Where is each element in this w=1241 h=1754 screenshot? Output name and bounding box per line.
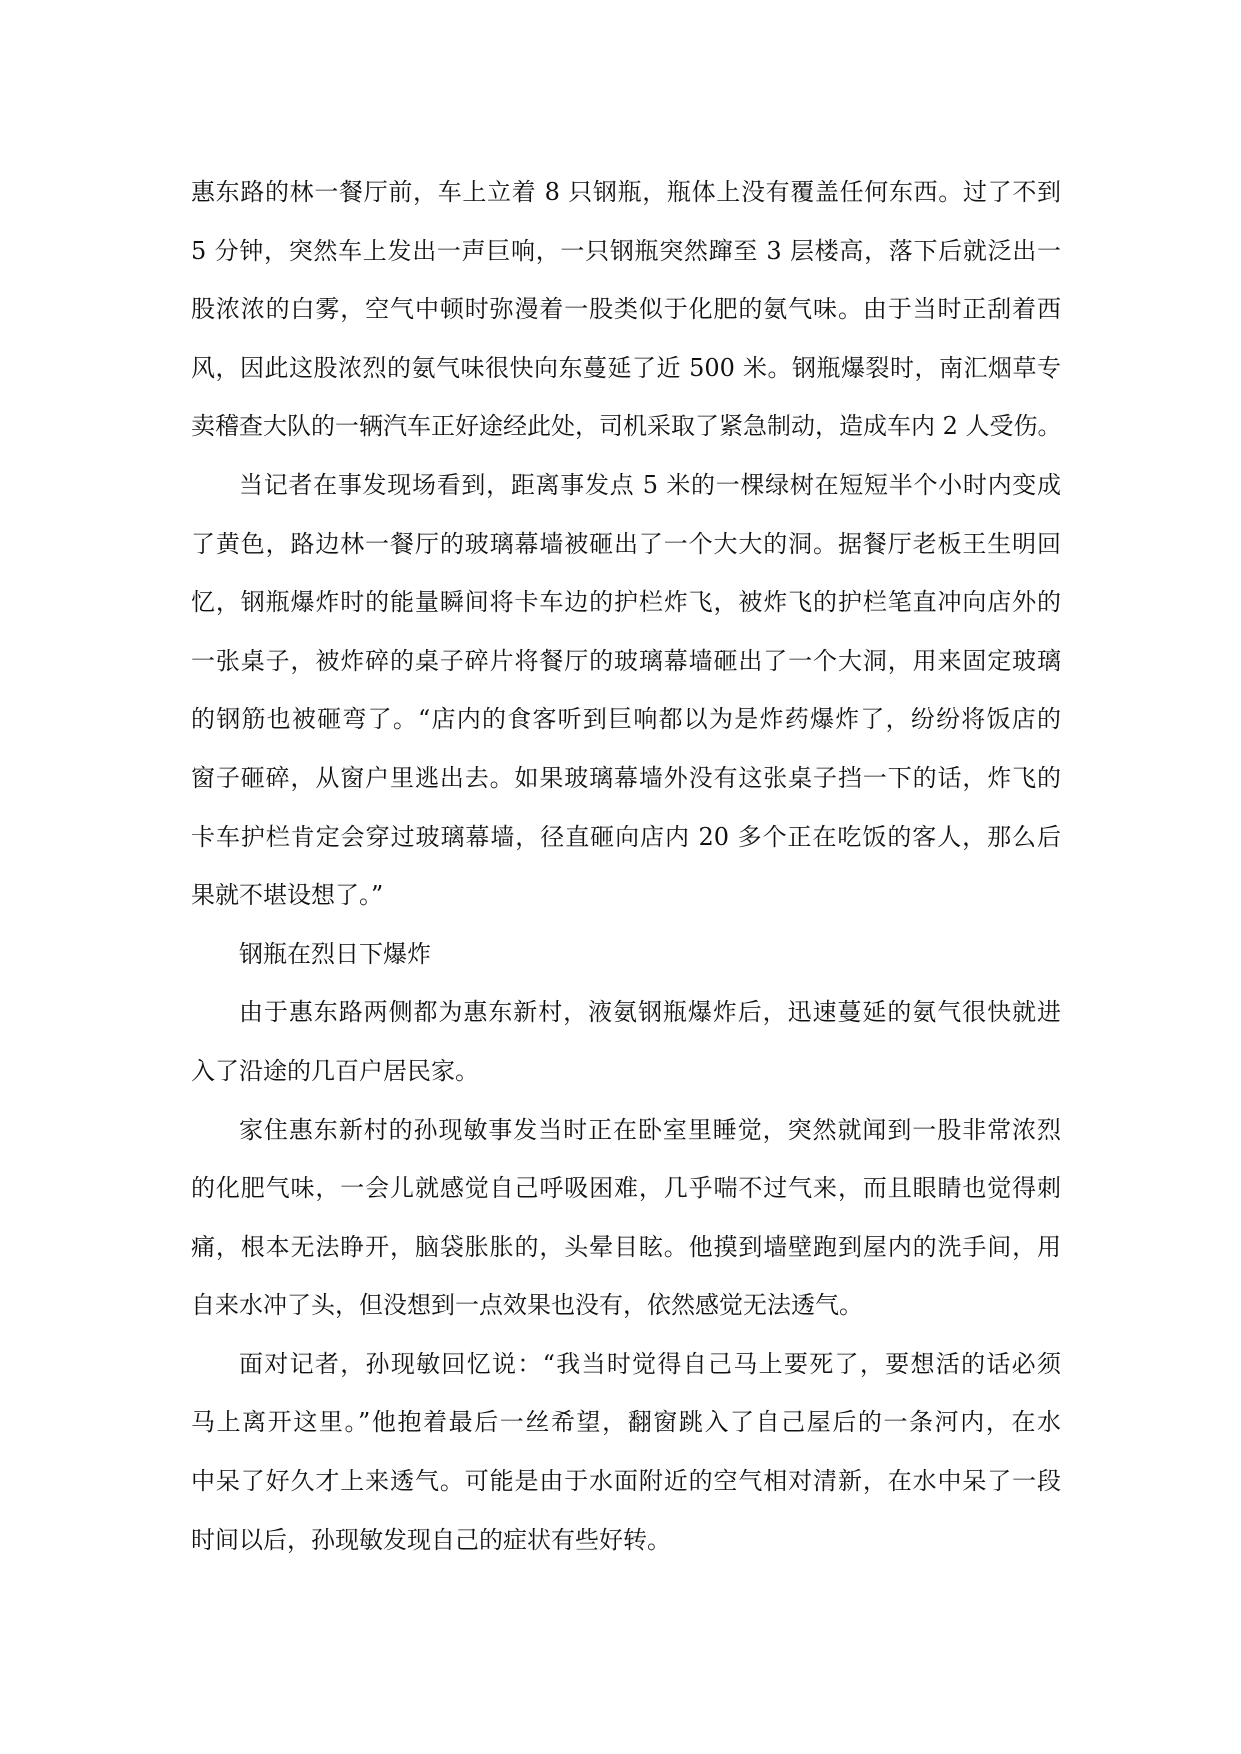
text-line: 果就不堪设想了。” xyxy=(191,881,384,910)
text-line: 入了沿途的几百户居民家。 xyxy=(191,1056,479,1085)
text-line: 窗子砸碎，从窗户里逃出去。如果玻璃幕墙外没有这张桌子挡一下的话，炸飞的 xyxy=(191,763,1061,792)
text-line: 面对记者，孙现敏回忆说：“我当时觉得自己马上要死了，要想活的话必须 xyxy=(239,1349,1061,1378)
text-line: 痛，根本无法睁开，脑袋胀胀的，头晕目眩。他摸到墙壁跑到屋内的洗手间，用 xyxy=(191,1232,1061,1261)
text-line: 时间以后，孙现敏发现自己的症状有些好转。 xyxy=(191,1525,671,1554)
text-line: 忆，钢瓶爆炸时的能量瞬间将卡车边的护栏炸飞，被炸飞的护栏笔直冲向店外的 xyxy=(191,588,1061,617)
text-line: 钢瓶在烈日下爆炸 xyxy=(239,939,431,968)
text-line: 当记者在事发现场看到，距离事发点 5 米的一棵绿树在短短半个小时内变成 xyxy=(239,470,1061,499)
text-line: 马上离开这里。”他抱着最后一丝希望，翻窗跳入了自己屋后的一条河内，在水 xyxy=(191,1408,1061,1437)
text-line: 的化肥气味，一会儿就感觉自己呼吸困难，几乎喘不过气来，而且眼睛也觉得刺 xyxy=(191,1174,1061,1203)
text-line: 中呆了好久才上来透气。可能是由于水面附近的空气相对清新，在水中呆了一段 xyxy=(191,1467,1061,1496)
text-line: 了黄色，路边林一餐厅的玻璃幕墙被砸出了一个大大的洞。据餐厅老板王生明回 xyxy=(191,529,1061,558)
article-body xyxy=(191,163,1061,1569)
text-line: 一张桌子，被炸碎的桌子碎片将餐厅的玻璃幕墙砸出了一个大洞，用来固定玻璃 xyxy=(191,646,1061,675)
text-line: 5 分钟，突然车上发出一声巨响，一只钢瓶突然蹿至 3 层楼高，落下后就泛出一 xyxy=(191,236,1061,265)
text-line: 股浓浓的白雾，空气中顿时弥漫着一股类似于化肥的氨气味。由于当时正刮着西 xyxy=(191,295,1061,324)
text-line: 惠东路的林一餐厅前，车上立着 8 只钢瓶，瓶体上没有覆盖任何东西。过了不到 xyxy=(191,178,1061,206)
text-line: 风，因此这股浓烈的氨气味很快向东蔓延了近 500 米。钢瓶爆裂时，南汇烟草专 xyxy=(191,353,1061,382)
text-line: 卡车护栏肯定会穿过玻璃幕墙，径直砸向店内 20 多个正在吃饭的客人，那么后 xyxy=(191,822,1061,851)
text-line: 的钢筋也被砸弯了。“店内的食客听到巨响都以为是炸药爆炸了，纷纷将饭店的 xyxy=(191,705,1061,734)
text-line: 卖稽查大队的一辆汽车正好途经此处，司机采取了紧急制动，造成车内 2 人受伤。 xyxy=(191,412,1062,441)
text-line: 自来水冲了头，但没想到一点效果也没有，依然感觉无法透气。 xyxy=(191,1291,863,1320)
text-line: 家住惠东新村的孙现敏事发当时正在卧室里睡觉，突然就闻到一股非常浓烈 xyxy=(239,1115,1061,1144)
text-line: 由于惠东路两侧都为惠东新村，液氨钢瓶爆炸后，迅速蔓延的氨气很快就进 xyxy=(239,998,1061,1027)
